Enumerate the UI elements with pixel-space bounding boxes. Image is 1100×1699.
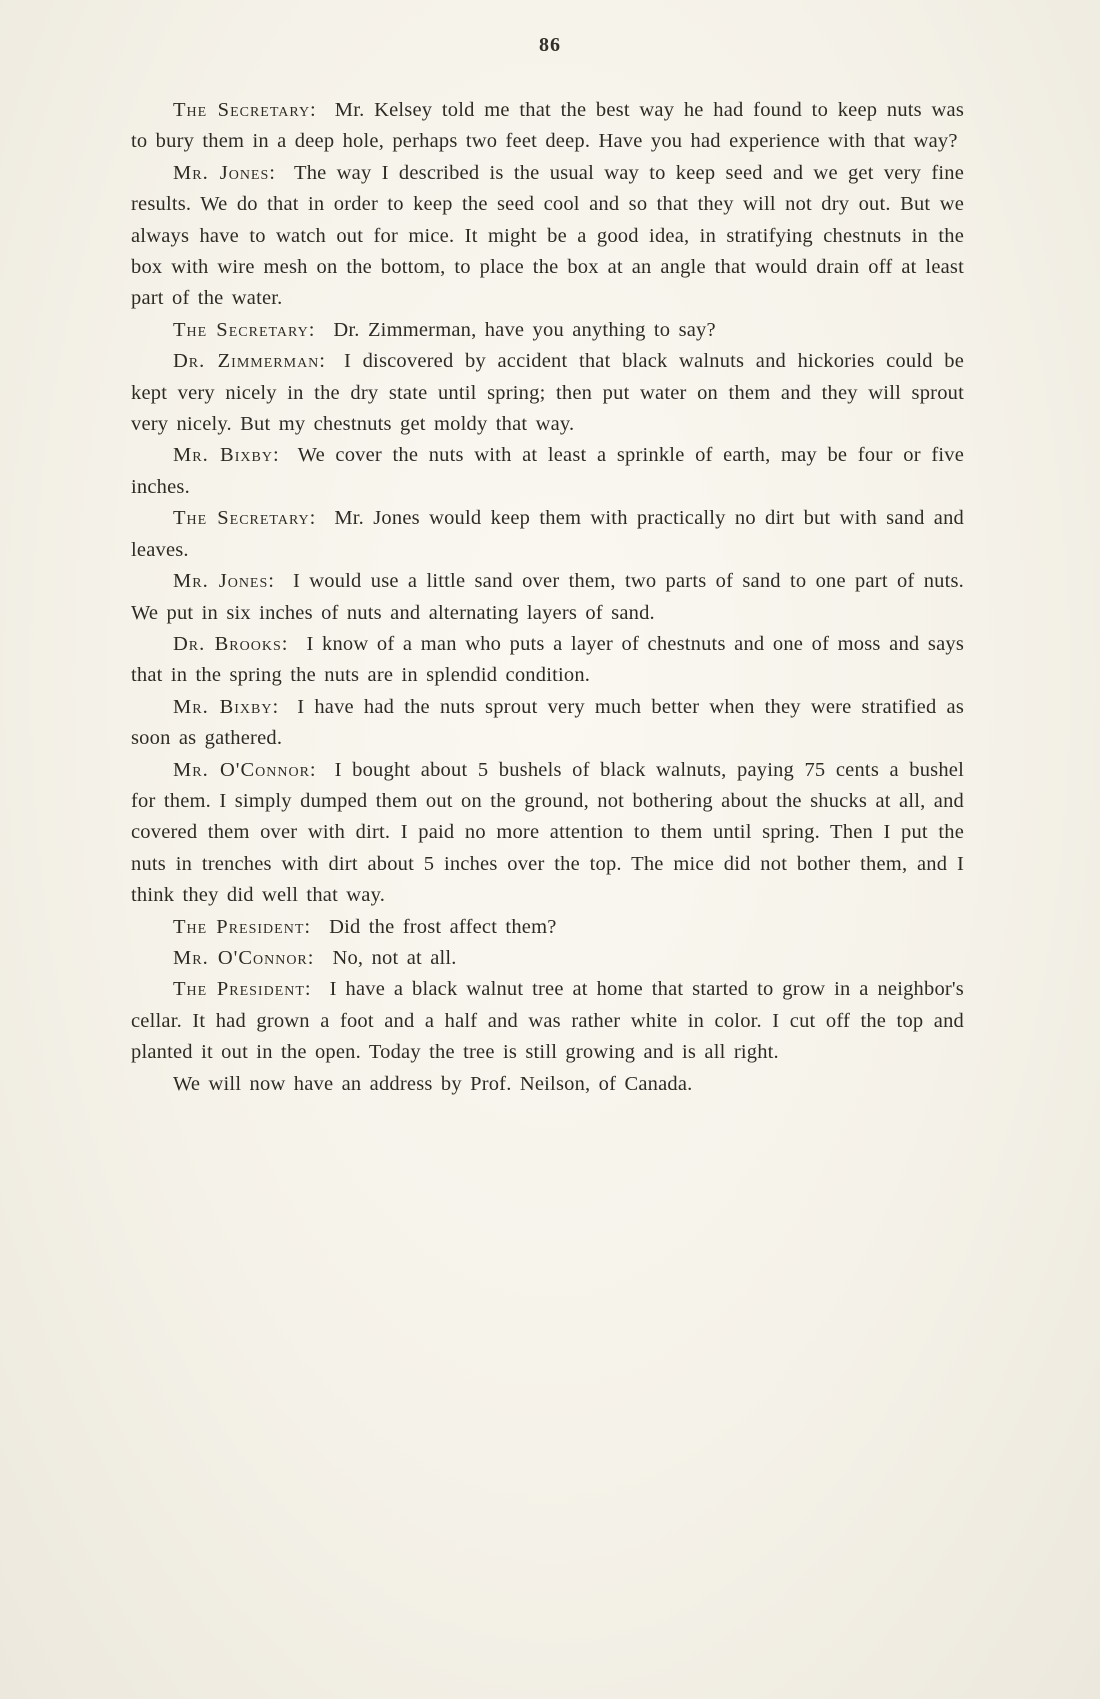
paragraph xyxy=(131,692,964,755)
paragraph xyxy=(131,566,964,629)
speaker-name: The Secretary: xyxy=(173,318,316,341)
speaker-name: Mr. Bixby: xyxy=(173,695,280,718)
paragraph-text: Dr. Zimmerman, have you anything to say? xyxy=(333,318,716,341)
speaker-name: The President: xyxy=(173,915,312,938)
paragraph-text: We will now have an address by Prof. Neilson, of Canada. xyxy=(173,1072,693,1095)
paragraph xyxy=(131,974,964,1068)
paragraph xyxy=(131,1069,964,1100)
paragraph xyxy=(131,440,964,503)
paragraph xyxy=(131,629,964,692)
paragraph xyxy=(131,912,964,943)
paragraph xyxy=(131,346,964,440)
paragraph xyxy=(131,755,964,912)
speaker-name: The President: xyxy=(173,978,312,1001)
paragraph xyxy=(131,943,964,974)
speaker-name: Dr. Zimmerman: xyxy=(173,350,326,373)
paragraph xyxy=(131,158,964,315)
speaker-name: The Secretary: xyxy=(173,507,317,530)
speaker-name: Mr. Bixby: xyxy=(173,444,280,467)
paragraph-text: No, not at all. xyxy=(332,946,457,969)
paragraph-text: Mr. Kelsey told me that the best way he had found to keep nuts was to bury them in a deep hole, perhaps two feet deep. Have you had experience with that way? xyxy=(131,99,965,153)
paragraph xyxy=(131,95,964,158)
paragraph-text: I know of a man who puts a layer of chestnuts and one of moss and says that in the spring the nuts are in splendid condition. xyxy=(131,632,964,687)
speaker-name: Mr. Jones: xyxy=(173,570,275,593)
paragraph-text: Mr. Jones would keep them with practically no dirt but with sand and leaves. xyxy=(131,507,964,561)
paragraph-text: I have a black walnut tree at home that started to grow in a neighbor's cellar. It had grown a foot and a half and was rather white in color. I cut off the top and planted it out in the open. Today the tree is still growing and is all right. xyxy=(131,978,964,1064)
paragraph-text: We cover the nuts with at least a sprinkle of earth, may be four or five inches. xyxy=(131,444,964,498)
paragraph-text: Did the frost affect them? xyxy=(329,915,557,938)
paragraph-text: The way I described is the usual way to keep seed and we get very fine results. We do that in order to keep the seed cool and so that they will not dry out. But we always have to watch out for mice. It might be a good idea, in stratifying chestnuts in the box with wire mesh on the bottom, to place the box at an angle that would drain off at least part of the water. xyxy=(131,161,964,310)
paragraph xyxy=(131,503,964,566)
paragraph-text: I bought about 5 bushels of black walnuts, paying 75 cents a bushel for them. I simply dumped them out on the ground, not bothering about the shucks at all, and covered them over with dirt. I paid no more attention to them until spring. Then I put the nuts in trenches with dirt about 5 inches over the top. The mice did not bother them, and I think they did well that way. xyxy=(131,758,965,907)
paragraph-text: I would use a little sand over them, two parts of sand to one part of nuts. We put in six inches of nuts and alternating layers of sand. xyxy=(131,570,964,624)
paragraph xyxy=(131,315,964,346)
speaker-name: Dr. Brooks: xyxy=(173,632,289,655)
paragraph-text: I have had the nuts sprout very much better when they were stratified as soon as gathered. xyxy=(131,695,965,750)
page-text-block xyxy=(0,57,1100,1100)
speaker-name: The Secretary: xyxy=(173,99,317,121)
speaker-name: Mr. Jones: xyxy=(173,161,276,184)
paragraph-text: I discovered by accident that black walnuts and hickories could be kept very nicely in the dry state until spring; then put water on them and they will sprout very nicely. But my chestnuts get moldy that way. xyxy=(131,350,965,436)
speaker-name: Mr. O'Connor: xyxy=(173,758,317,781)
speaker-name: Mr. O'Connor: xyxy=(173,946,315,969)
page-number: 86 xyxy=(539,34,561,56)
